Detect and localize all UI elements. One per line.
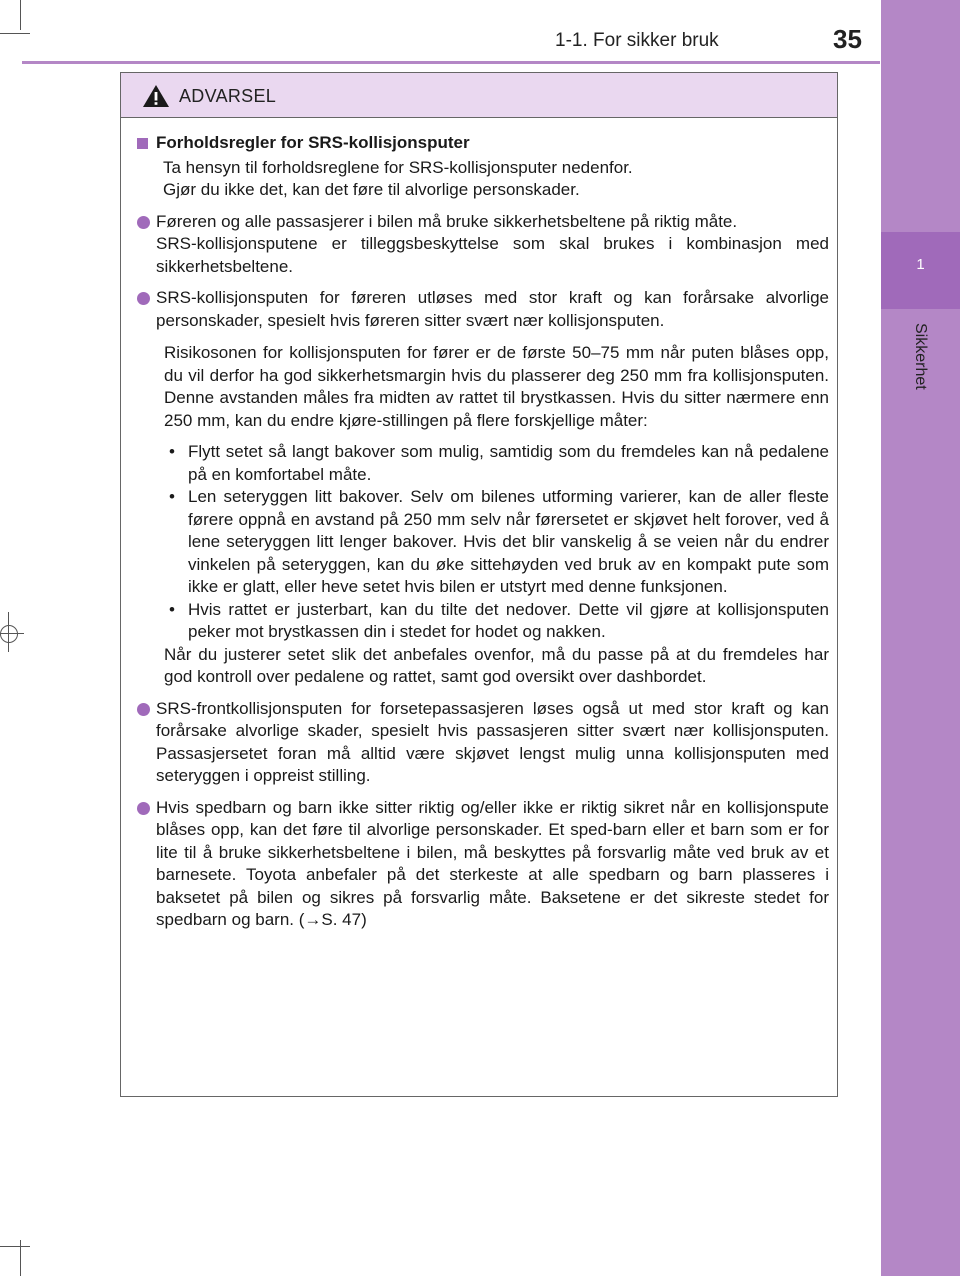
- bullet-line: Føreren og alle passasjerer i bilen må bruke sikkerhetsbeltene på riktig måte.: [156, 211, 738, 231]
- chapter-number: 1: [916, 256, 925, 273]
- sub-bullet-text: Len seteryggen litt bakover. Selv om bilenes utforming varierer, kan de aller fleste førere oppnå en avstand på 250 mm selv når førersetet er skjøvet helt forover, ved å lene seteryggen litt lenger bakover. Hvis det blir vanskelig å se veien når du endrer vinkelen på seteryggen, kan du øke sittehøyden ved bruk av en kompakt pute som ikke er glatt, eller heve setet hvis bilen er utstyrt med denne funksjonen.: [188, 487, 829, 596]
- round-bullet-icon: [137, 703, 150, 716]
- bullet-item: [137, 797, 829, 932]
- square-bullet-icon: [137, 138, 148, 149]
- sub-bullet-text: Hvis rattet er justerbart, kan du tilte det nedover. Dette vil gjøre at kollisjonsputen peker mot brystkassen din i stedet for hodet og nakken.: [188, 599, 829, 641]
- intro-line: Ta hensyn til forholdsreglene for SRS-kollisjonsputer nedenfor.: [163, 157, 633, 177]
- crop-mark: [0, 625, 18, 643]
- crop-mark: [0, 1246, 30, 1247]
- warning-triangle-icon: [142, 84, 170, 108]
- page-number: 35: [833, 24, 862, 54]
- bullet-text: SRS-frontkollisjonsputen for forsetepassasjeren løses også ut med stor kraft og kan forårsake alvorlige skader, spesielt hvis passasjeren sitter svært nær kollisjonsputen. Passasjersetet foran må alltid være skjøvet lengst mulig unna kollisjonsputen med seteryggen i oppreist stilling.: [156, 698, 829, 785]
- warning-box: [120, 72, 838, 1097]
- sub-bullet-item: [165, 599, 829, 644]
- bullet-text: Hvis spedbarn og barn ikke sitter riktig og/eller ikke er riktig sikret når en kollisjonspute blåses opp, kan det føre til alvorlige personskader. Et sped-barn eller et barn som er for lite til å bruke sikkerhetsbeltene i bilen, må beskyttes på forsvarlig måte ved bruk av et barnesete. Toyota anbefaler på det sterkeste at alle spedbarn og barn plasseres i baksetet på bilen og sikres på forsvarlig måte. Baksetene er det sikreste stedet for spedbarn og barn. (→S. 47): [156, 797, 829, 929]
- bullet-line: SRS-kollisjonsputene er tilleggsbeskyttelse som skal brukes i kombinasjon med sikkerhetsbeltene.: [156, 234, 829, 276]
- round-bullet-icon: [137, 802, 150, 815]
- sub-bullet-mark: •: [169, 599, 175, 619]
- crop-mark: [20, 1240, 21, 1276]
- sub-bullet-mark: •: [169, 442, 175, 461]
- sub-bullet-item: [165, 441, 829, 486]
- warning-content: [121, 118, 837, 932]
- header-rule: [22, 61, 880, 64]
- bullet-text: SRS-kollisjonsputen for føreren utløses med stor kraft og kan forårsake alvorlige personskader, spesielt hvis føreren sitter svært nær kollisjonsputen.: [156, 288, 829, 330]
- crop-mark: [20, 0, 21, 30]
- section-title: 1-1. For sikker bruk: [555, 30, 719, 51]
- bullet-paragraph: Risikosonen for kollisjonsputen for fører er de første 50–75 mm når puten blåses opp, du vil derfor ha god sikkerhetsmargin hvis du plasserer deg 250 mm fra kollisjonsputen. Denne avstanden måles fra midten av rattet til brystkassen. Hvis du sitter nærmere enn 250 mm, kan du endre kjøre-stillingen på flere forskjellige måter:: [164, 343, 829, 430]
- bullet-item: [137, 287, 829, 332]
- sub-bullet-list: [165, 441, 829, 644]
- sub-bullet-text: Flytt setet så langt bakover som mulig, samtidig som du fremdeles kan nå pedalene på en komfortabel måte.: [188, 442, 829, 484]
- warning-header: [121, 73, 837, 118]
- intro-text: [163, 157, 829, 202]
- round-bullet-icon: [137, 216, 150, 229]
- section-heading: [137, 132, 829, 155]
- warning-title: ADVARSEL: [179, 86, 277, 106]
- bullet-text: [156, 211, 829, 279]
- sub-bullet-item: [165, 486, 829, 599]
- intro-line: Gjør du ikke det, kan det føre til alvorlige personskader.: [163, 180, 580, 199]
- bullet-paragraph: Når du justerer setet slik det anbefales ovenfor, må du passe på at du fremdeles har god kontroll over pedalene og rattet, samt god oversikt over dashbordet.: [164, 644, 829, 686]
- crop-mark: [8, 612, 9, 652]
- crop-mark: [0, 33, 30, 34]
- bullet-item: [137, 211, 829, 279]
- sub-bullet-mark: •: [169, 487, 175, 506]
- chapter-label: Sikkerhet: [912, 323, 929, 390]
- round-bullet-icon: [137, 292, 150, 305]
- section-heading-text: Forholdsregler for SRS-kollisjonsputer: [156, 133, 470, 152]
- bullet-item: [137, 698, 829, 788]
- chapter-side-tab: [881, 0, 960, 1276]
- crop-mark: [0, 633, 24, 634]
